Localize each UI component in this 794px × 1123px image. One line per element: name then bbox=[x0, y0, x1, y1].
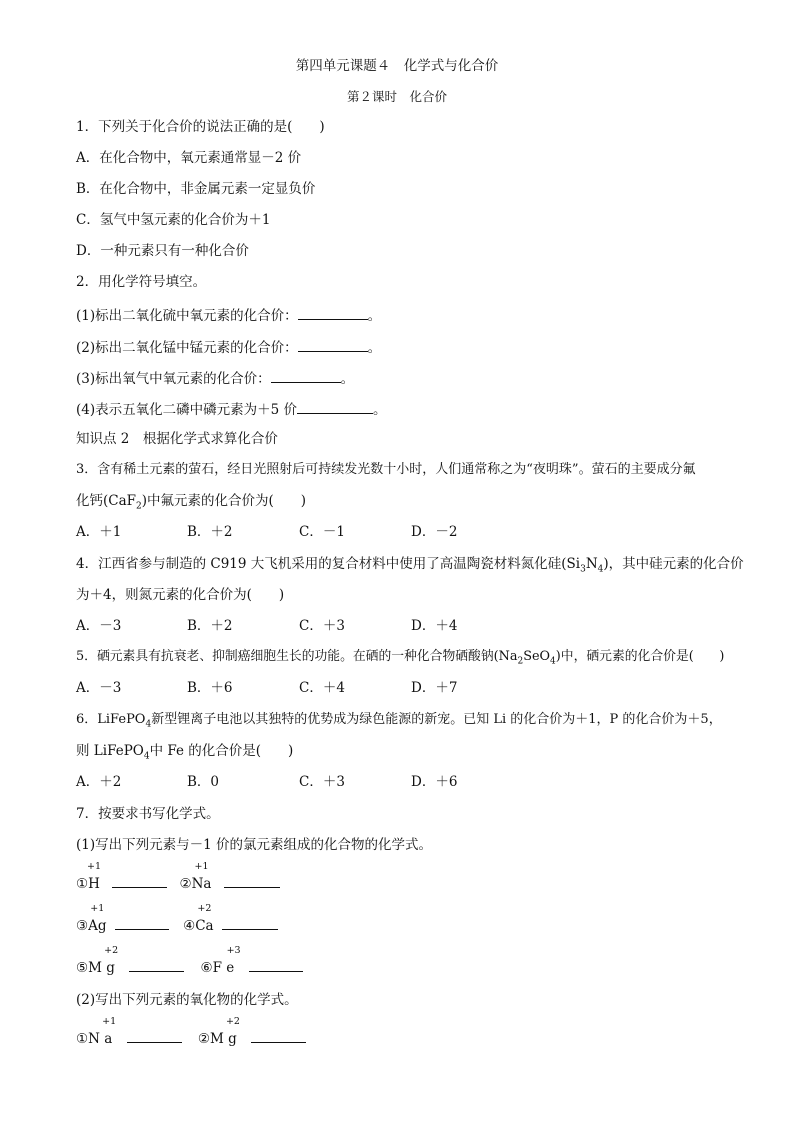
answer-blank[interactable] bbox=[271, 368, 341, 383]
subscript: 3 bbox=[580, 564, 586, 575]
element-symbol: M g bbox=[88, 960, 115, 976]
formula-part: N bbox=[585, 556, 598, 572]
question-4-text-end: )，其中硅元素的化合价 bbox=[603, 556, 744, 572]
answer-blank[interactable] bbox=[222, 915, 278, 930]
q7-row-3 bbox=[76, 945, 303, 977]
valence-mark: +2 bbox=[104, 945, 119, 956]
question-2-part-4-text: (4)表示五氧化二磷中磷元素为＋5 价 bbox=[76, 402, 298, 418]
item-number: ② bbox=[197, 1031, 210, 1047]
subscript: 4 bbox=[597, 564, 604, 575]
period-mark: 。 bbox=[340, 371, 355, 387]
question-2-part-2 bbox=[76, 337, 381, 357]
valence-mark: +1 bbox=[86, 861, 102, 872]
question-6-text: 新型锂离子电池以其独特的优势成为绿色能源的新宠。已知 Li 的化合价为＋1，P 的化合价为＋5， bbox=[151, 712, 722, 727]
element-symbol: Ag bbox=[88, 918, 107, 934]
valence-mark: +1 bbox=[90, 903, 105, 914]
question-2-part-1-text: (1)标出二氧化硫中氧元素的化合价： bbox=[76, 308, 298, 324]
page-subtitle: 第２课时 化合价 bbox=[346, 89, 447, 104]
question-3-prompt: )中氟元素的化合价为( ) bbox=[141, 493, 307, 509]
element-symbol: F e bbox=[212, 960, 235, 976]
subscript: 4 bbox=[550, 656, 556, 667]
answer-blank[interactable] bbox=[298, 305, 368, 320]
item-number: ④ bbox=[183, 918, 196, 934]
question-7-stem: 7．按要求书写化学式。 bbox=[76, 806, 220, 822]
element-with-valence bbox=[212, 945, 241, 977]
question-3-line-1: 3．含有稀土元素的萤石，经日光照射后可持续发光数十小时，人们通常称之为“夜明珠”。萤石的主要成分氟 bbox=[76, 462, 696, 477]
option-a[interactable]: A．－3 bbox=[76, 680, 122, 696]
option-d[interactable]: D．－2 bbox=[411, 524, 458, 540]
option-d[interactable]: D．＋6 bbox=[411, 774, 458, 790]
answer-blank[interactable] bbox=[298, 337, 368, 352]
element-with-valence bbox=[209, 1016, 240, 1048]
element-with-valence bbox=[195, 903, 214, 935]
section-heading: 知识点 2 根据化学式求算化合价 bbox=[76, 431, 278, 447]
option-a[interactable]: A．－3 bbox=[76, 618, 122, 634]
q7-row-2 bbox=[76, 903, 278, 935]
question-2-part-3-text: (3)标出氧气中氧元素的化合价： bbox=[76, 371, 271, 387]
element-with-valence bbox=[88, 945, 119, 977]
question-6-formula-2: 则 LiFePO bbox=[76, 743, 144, 759]
element-with-valence bbox=[86, 861, 102, 893]
question-6-line-1 bbox=[76, 711, 722, 729]
question-1-stem: 1．下列关于化合价的说法正确的是( ) bbox=[76, 119, 325, 135]
question-7-part-1: (1)写出下列元素与－1 价的氯元素组成的化合物的化学式。 bbox=[76, 837, 433, 853]
period-mark: 。 bbox=[367, 340, 382, 356]
question-3-line-2 bbox=[76, 492, 306, 510]
option-c[interactable]: C．＋4 bbox=[299, 680, 345, 696]
question-6-prompt: 中 Fe 的化合价是( ) bbox=[149, 743, 294, 759]
valence-mark: +1 bbox=[194, 861, 209, 872]
question-5-text: 5．硒元素具有抗衰老、抑制癌细胞生长的功能。在硒的一种化合物硒酸钠(Na bbox=[76, 649, 518, 664]
option-a[interactable]: A．＋1 bbox=[76, 524, 122, 540]
option-c[interactable]: C．＋3 bbox=[299, 618, 345, 634]
question-5-stem bbox=[76, 648, 724, 666]
valence-mark: +2 bbox=[225, 1016, 240, 1027]
page-title: 第四单元课题４ 化学式与化合价 bbox=[295, 58, 499, 74]
question-4-text: 4．江西省参与制造的 C919 大飞机采用的复合材料中使用了高温陶瓷材料氮化硅(Si bbox=[76, 556, 581, 572]
period-mark: 。 bbox=[373, 402, 387, 418]
question-6-line-2 bbox=[76, 742, 293, 760]
period-mark: 。 bbox=[367, 308, 382, 324]
element-symbol: M g bbox=[209, 1031, 237, 1047]
item-number: ③ bbox=[76, 918, 89, 934]
option-b[interactable]: B．＋2 bbox=[187, 524, 233, 540]
option-b[interactable]: B．＋6 bbox=[187, 680, 233, 696]
question-7-part-2: (2)写出下列元素的氧化物的化学式。 bbox=[76, 992, 298, 1008]
element-symbol: H bbox=[88, 876, 100, 892]
valence-mark: +3 bbox=[226, 945, 241, 956]
question-2-part-4 bbox=[76, 399, 387, 419]
valence-mark: +2 bbox=[197, 903, 212, 914]
element-symbol: Na bbox=[191, 876, 212, 892]
subscript: 2 bbox=[517, 656, 524, 667]
question-2-part-1 bbox=[76, 305, 381, 325]
item-number: ⑤ bbox=[76, 960, 89, 976]
question-6-formula: 6．LiFePO bbox=[76, 712, 146, 727]
question-2-stem: 2．用化学符号填空。 bbox=[76, 274, 207, 290]
answer-blank[interactable] bbox=[112, 873, 167, 888]
option-d[interactable]: D．＋7 bbox=[411, 680, 458, 696]
answer-blank[interactable] bbox=[251, 1028, 306, 1043]
element-with-valence bbox=[88, 1016, 117, 1048]
item-number: ① bbox=[76, 1031, 89, 1047]
option-b[interactable]: B．0 bbox=[187, 774, 220, 790]
question-1-option-c: C．氢气中氢元素的化合价为＋1 bbox=[76, 212, 271, 228]
answer-blank[interactable] bbox=[224, 873, 280, 888]
question-3-formula: 化钙(CaF bbox=[76, 493, 137, 509]
question-5-text-end: )中，硒元素的化合价是( ) bbox=[555, 649, 725, 664]
subscript: 2 bbox=[136, 501, 142, 512]
subscript: 4 bbox=[145, 719, 152, 730]
formula-part: SeO bbox=[523, 649, 551, 664]
question-4-line-1 bbox=[76, 555, 744, 573]
item-number: ② bbox=[179, 876, 192, 892]
item-number: ⑥ bbox=[200, 960, 213, 976]
option-b[interactable]: B．＋2 bbox=[187, 618, 233, 634]
item-number: ① bbox=[76, 876, 89, 892]
subscript: 4 bbox=[143, 751, 150, 762]
option-d[interactable]: D．＋4 bbox=[411, 618, 458, 634]
question-1-option-d: D．一种元素只有一种化合价 bbox=[76, 243, 249, 259]
option-c[interactable]: C．－1 bbox=[299, 524, 345, 540]
option-a[interactable]: A．＋2 bbox=[76, 774, 122, 790]
answer-blank[interactable] bbox=[129, 957, 184, 972]
option-c[interactable]: C．＋3 bbox=[299, 774, 345, 790]
element-with-valence bbox=[88, 903, 107, 935]
valence-mark: +1 bbox=[102, 1016, 117, 1027]
question-1-option-a: A．在化合物中，氧元素通常显－2 价 bbox=[76, 150, 302, 166]
answer-blank[interactable] bbox=[127, 1028, 182, 1043]
element-with-valence bbox=[191, 861, 212, 893]
element-symbol: Ca bbox=[195, 918, 214, 934]
element-symbol: N a bbox=[88, 1031, 113, 1047]
q7-row-1 bbox=[76, 861, 280, 893]
question-4-line-2: 为＋4，则氮元素的化合价为( ) bbox=[76, 587, 285, 603]
answer-blank[interactable] bbox=[249, 957, 303, 972]
question-1-option-b: B．在化合物中，非金属元素一定显负价 bbox=[76, 181, 316, 197]
answer-blank[interactable] bbox=[115, 915, 169, 930]
question-2-part-2-text: (2)标出二氧化锰中锰元素的化合价： bbox=[76, 340, 298, 356]
question-2-part-3 bbox=[76, 368, 354, 388]
answer-blank[interactable] bbox=[297, 399, 373, 414]
q7-row-4 bbox=[76, 1016, 306, 1048]
